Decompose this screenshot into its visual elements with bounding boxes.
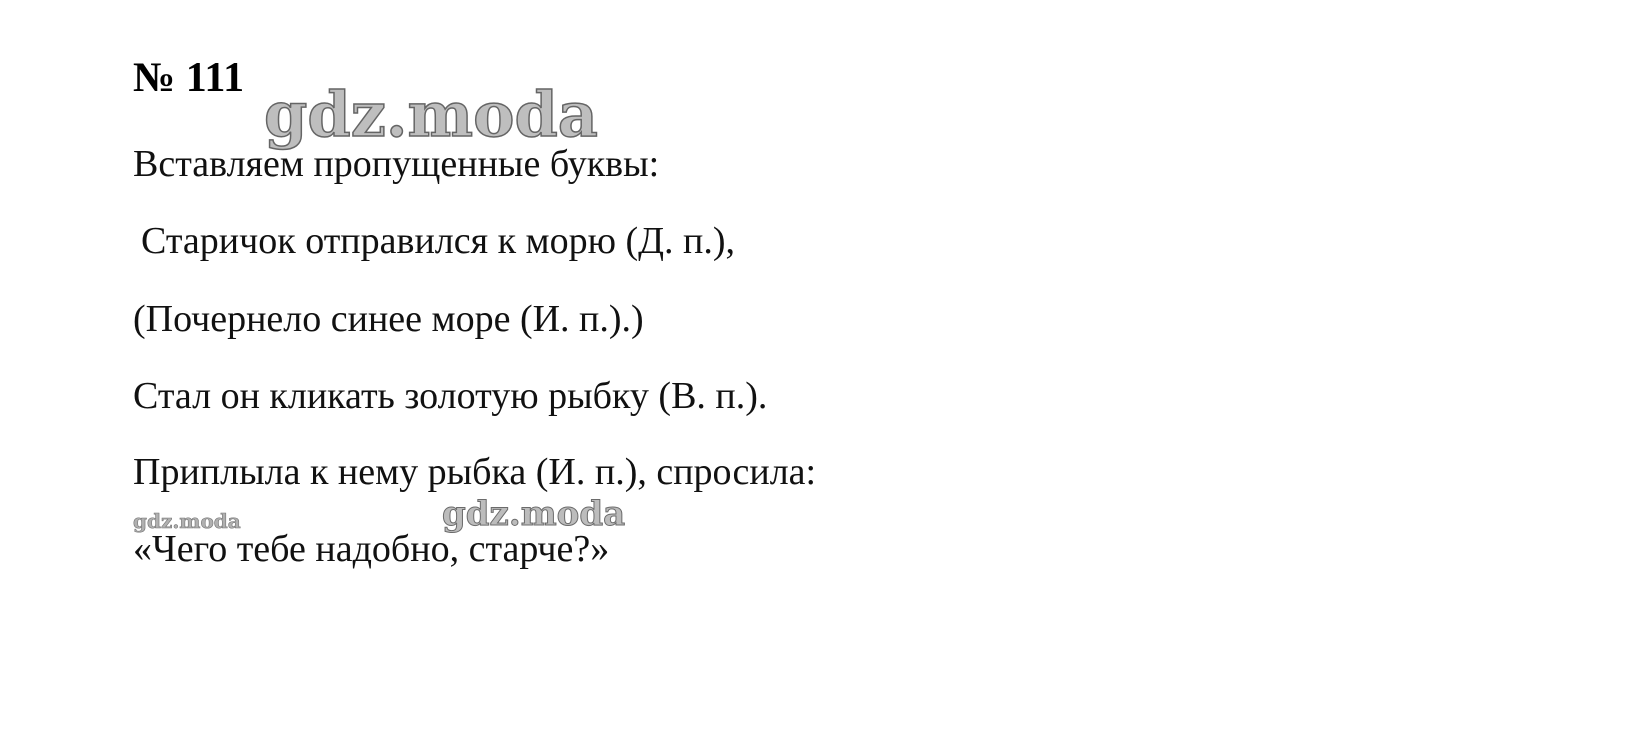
watermark-logo-small: gdz.moda bbox=[133, 509, 241, 533]
text-line-4: Приплыла к нему рыбка (И. п.), спросила: bbox=[133, 451, 817, 493]
text-line-1: Старичок отправился к морю (Д. п.), bbox=[141, 220, 736, 262]
task-intro: Вставляем пропущенные буквы: bbox=[133, 143, 660, 185]
watermark-logo-mid: gdz.moda bbox=[442, 494, 626, 534]
text-line-2: (Почернело синее море (И. п.).) bbox=[133, 298, 644, 340]
text-line-5: «Чего тебе надобно, старче?» bbox=[133, 528, 610, 570]
watermark-logo: gdz.moda bbox=[264, 78, 598, 151]
text-line-3: Стал он кликать золотую рыбку (В. п.). bbox=[133, 375, 768, 417]
task-number: № 111 bbox=[133, 55, 245, 101]
